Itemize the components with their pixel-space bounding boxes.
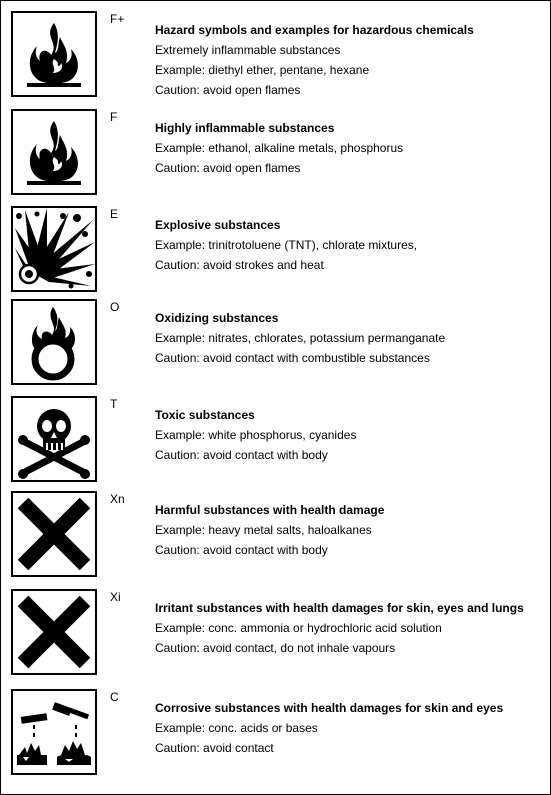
flame-over-circle-icon — [11, 299, 97, 385]
hazard-code: T — [110, 397, 118, 411]
hazard-example: Example: ethanol, alkaline metals, phosphorus — [155, 141, 404, 155]
hazard-title: Toxic substances — [155, 408, 255, 422]
hazard-code: F — [110, 110, 118, 124]
explosion-icon — [11, 206, 97, 292]
hazard-code: C — [110, 690, 119, 704]
hazard-example: Example: diethyl ether, pentane, hexane — [155, 63, 370, 77]
skull-crossbones-icon — [11, 396, 97, 482]
hazard-code: Xn — [110, 492, 125, 506]
hazard-caution: Caution: avoid contact with body — [155, 543, 328, 557]
cross-icon — [11, 491, 97, 577]
hazard-example: Example: conc. acids or bases — [155, 721, 318, 735]
hazard-title: Irritant substances with health damages for skin, eyes and lungs — [155, 601, 524, 615]
corrosion-icon — [11, 689, 97, 775]
hazard-title: Explosive substances — [155, 218, 281, 232]
hazard-title: Hazard symbols and examples for hazardous chemicals — [155, 23, 474, 37]
hazard-caution: Caution: avoid contact — [155, 741, 274, 755]
hazard-example: Example: heavy metal salts, haloalkanes — [155, 523, 372, 537]
hazard-example: Example: nitrates, chlorates, potassium permanganate — [155, 331, 446, 345]
hazard-code: F+ — [110, 12, 125, 26]
hazard-code: E — [110, 207, 119, 221]
flame-icon — [11, 109, 97, 195]
hazard-example: Example: conc. ammonia or hydrochloric acid solution — [155, 621, 442, 635]
hazard-description: Extremely inflammable substances — [155, 43, 341, 57]
cross-icon — [11, 589, 97, 675]
hazard-caution: Caution: avoid contact with body — [155, 448, 328, 462]
hazard-title: Oxidizing substances — [155, 311, 279, 325]
hazard-caution: Caution: avoid open flames — [155, 161, 301, 175]
hazard-title: Highly inflammable substances — [155, 121, 335, 135]
hazard-code: Xi — [110, 590, 121, 604]
hazard-title: Harmful substances with health damage — [155, 503, 385, 517]
hazard-example: Example: white phosphorus, cyanides — [155, 428, 357, 442]
hazard-code: O — [110, 300, 120, 314]
hazard-example: Example: trinitrotoluene (TNT), chlorate mixtures, — [155, 238, 418, 252]
hazard-caution: Caution: avoid contact with combustible substances — [155, 351, 430, 365]
hazard-caution: Caution: avoid open flames — [155, 83, 301, 97]
hazard-caution: Caution: avoid strokes and heat — [155, 258, 324, 272]
hazard-title: Corrosive substances with health damages for skin and eyes — [155, 701, 504, 715]
hazard-caution: Caution: avoid contact, do not inhale vapours — [155, 641, 396, 655]
flame-icon — [11, 11, 97, 97]
